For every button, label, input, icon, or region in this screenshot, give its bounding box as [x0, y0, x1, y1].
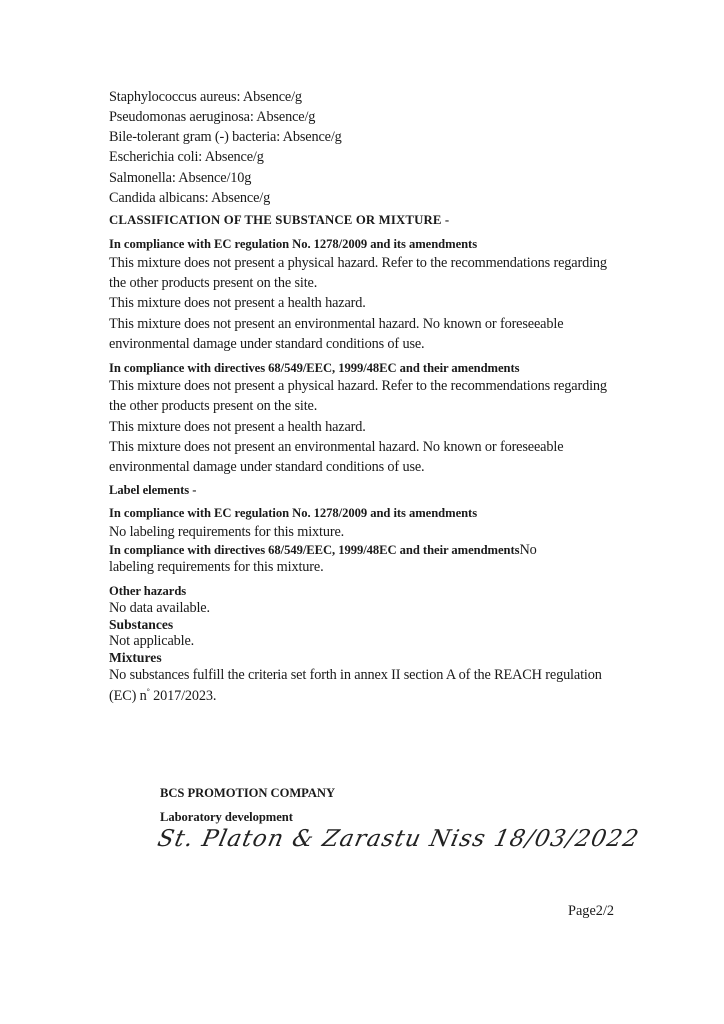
other-hazards-text: No data available.: [109, 600, 210, 616]
label-directives-text: labeling requirements for this mixture.: [109, 559, 324, 575]
label-elements-title: Label elements -: [109, 483, 197, 497]
company-name: BCS PROMOTION COMPANY: [160, 786, 336, 800]
page-number: Page2/2: [568, 903, 615, 919]
ec-line: This mixture does not present a health hazard.: [109, 295, 366, 311]
directives-heading: In compliance with directives 68/549/EEC, 1999/48EC and their amendments: [109, 361, 520, 375]
substances-text: Not applicable.: [109, 633, 195, 649]
mixtures-title: Mixtures: [109, 650, 162, 665]
label-ec-heading: In compliance with EC regulation No. 1278/2009 and its amendments: [109, 506, 478, 520]
substances-title: Substances: [109, 617, 174, 632]
label-directives-text-start: No: [519, 542, 537, 558]
micro-line: Escherichia coli: Absence/g: [109, 149, 264, 165]
ec-line: This mixture does not present a physical hazard. Refer to the recommendations regarding: [109, 255, 607, 271]
label-directives-heading: In compliance with directives 68/549/EEC, 1999/48EC and their amendments: [109, 543, 520, 557]
regulation-prefix: (EC) n: [109, 688, 147, 704]
directives-line: This mixture does not present a health hazard.: [109, 419, 366, 435]
handwritten-signature: St. Platon & Zarastu Niss 18/03/2022: [155, 826, 642, 852]
ec-regulation-heading: In compliance with EC regulation No. 1278/2009 and its amendments: [109, 237, 478, 251]
classification-title: CLASSIFICATION OF THE SUBSTANCE OR MIXTURE -: [109, 213, 450, 227]
other-hazards-title: Other hazards: [109, 584, 187, 598]
degree-mark: °: [146, 687, 150, 697]
regulation-number: 2017/2023.: [149, 688, 217, 704]
micro-line: Candida albicans: Absence/g: [109, 190, 271, 206]
micro-line: Bile-tolerant gram (-) bacteria: Absence/g: [109, 129, 342, 145]
company-dept: Laboratory development: [160, 810, 293, 824]
label-ec-text: No labeling requirements for this mixture.: [109, 524, 345, 540]
directives-line: This mixture does not present a physical hazard. Refer to the recommendations regarding: [109, 378, 607, 394]
label-directives-line: [109, 541, 537, 559]
ec-line: environmental damage under standard conditions of use.: [109, 336, 425, 352]
mixtures-text-cont: [109, 688, 216, 705]
ec-line: This mixture does not present an environmental hazard. No known or foreseeable: [109, 316, 564, 332]
directives-line: environmental damage under standard conditions of use.: [109, 459, 425, 475]
micro-line: Pseudomonas aeruginosa: Absence/g: [109, 109, 316, 125]
directives-line: This mixture does not present an environmental hazard. No known or foreseeable: [109, 439, 564, 455]
mixtures-text: No substances fulfill the criteria set forth in annex II section A of the REACH regulation: [109, 667, 602, 683]
directives-line: the other products present on the site.: [109, 398, 318, 414]
micro-line: Staphylococcus aureus: Absence/g: [109, 89, 302, 105]
micro-line: Salmonella: Absence/10g: [109, 170, 252, 186]
ec-line: the other products present on the site.: [109, 275, 318, 291]
